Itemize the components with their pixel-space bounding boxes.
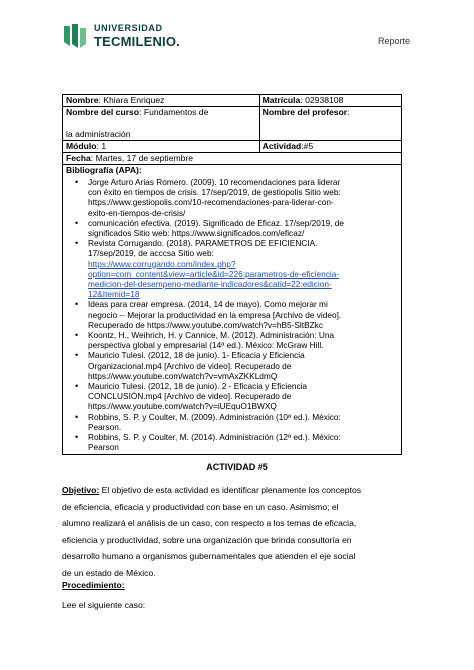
matricula-cell (259, 95, 401, 107)
course-cell (63, 107, 260, 141)
reference-line: significados Sitio web: https://www.significados.com/eficaz/ (88, 228, 305, 239)
table-row (63, 107, 402, 141)
reference-item (88, 218, 398, 238)
objective-text (62, 485, 361, 578)
reference-line: Organizacional.mp4 [Archivo de video]. Recuperado de (88, 360, 292, 371)
reference-link[interactable]: option=com_content&view=article&id=226:parametros-de-eficiencia- (88, 268, 340, 279)
objective-line: alumno realizará el análisis de un caso, con respecto a los temas de eficacia, (62, 518, 357, 528)
reference-line: https://www.youtube.com/watch?v=vmAxZKKLdmQ (88, 370, 278, 381)
reference-line: negocio -- Mejorar la productividad en la empresa [Archivo de video]. (88, 309, 342, 320)
reference-item (88, 299, 398, 330)
reference-line: Pearson. (88, 421, 122, 432)
module-label: Módulo (66, 141, 97, 151)
name-cell (63, 95, 260, 107)
professor-value: : (347, 107, 350, 117)
reference-line: perspectiva global y empresarial (14ª ed.). México: McGraw Hill. (88, 340, 324, 351)
module-cell (63, 141, 260, 153)
name-label: Nombre (66, 95, 99, 105)
objective-line: de eficiencia, eficacia y productividad con base en un caso. Asimismo; el (62, 501, 339, 512)
reference-link[interactable]: 12&Itemid=18 (88, 289, 140, 300)
date-value: : Martes, 17 de septiembre (90, 153, 194, 163)
bibliography-cell (63, 165, 402, 455)
logo-line-2: TECMILENIO. (94, 34, 180, 49)
reference-item (88, 238, 398, 299)
reference-line: https://www.gestiopolis.com/10-recomendaciones-para-liderar-con- (88, 197, 334, 208)
reference-line: Robbins, S. P. y Coulter, M. (2009). Administración (10ª ed.). México: (88, 411, 341, 422)
module-value: : 1 (96, 141, 107, 151)
course-label: Nombre del curso (66, 107, 140, 117)
table-row (63, 141, 402, 153)
reference-item (88, 432, 398, 452)
activity-heading: ACTIVIDAD #5 (206, 462, 268, 472)
tecmilenio-logo-icon (62, 22, 88, 50)
reference-list (66, 177, 398, 452)
reference-line: Revista Corrugando. (2018). PARAMETROS DE EFICIENCIA. (88, 238, 318, 249)
procedure-heading (62, 580, 125, 590)
reference-item (88, 381, 398, 412)
objective-paragraph (62, 482, 410, 581)
reference-line: CONCLUSIÓN.mp4 [Archivo de video]. Recuperado de (88, 391, 292, 402)
reference-line: con éxito en tiempos de crisis. 17/sep/2019, de gestiopolis Sitio web: (88, 187, 341, 198)
bibliography-label: Bibliografía (APA) (66, 165, 139, 175)
reference-line: Robbins, S. P. y Coulter, M. (2014). Administración (12ª ed.). México: (88, 432, 341, 443)
reference-line: Mauricio Tulesi. (2012, 18 de junio). 1- Eficacia y Eficiencia (88, 350, 305, 361)
reference-line: Recuperado de https://www.youtube.com/watch?v=hB5-SltBZkc (88, 319, 323, 330)
activity-value: :#5 (301, 141, 314, 151)
university-logo (62, 22, 212, 52)
reference-item (88, 330, 398, 350)
reference-line: https://www.youtube.com/watch?v=iUEquO1BWXQ (88, 401, 277, 412)
reference-line: Ideas para crear empresa. (2014, 14 de mayo). Como mejorar mi (88, 299, 328, 310)
bibliography-colon: : (138, 165, 142, 175)
professor-cell (259, 107, 401, 141)
activity-label: Actividad (262, 141, 302, 151)
logo-text (94, 24, 180, 48)
objective-line: desarrollo humano a organismos gubernamentales que atienden el eje social (62, 551, 356, 561)
report-label: Reporte (377, 36, 410, 46)
matricula-label: Matrícula (262, 95, 301, 105)
date-cell (63, 153, 402, 165)
reference-item (88, 350, 398, 381)
logo-line-1: UNIVERSIDAD (94, 23, 163, 33)
table-row (63, 153, 402, 165)
reference-line: Jorge Arturo Arias Romero. (2009). 10 recomendaciones para liderar (88, 177, 341, 187)
reference-item (88, 412, 398, 432)
objective-line: de un estado de México. (62, 567, 156, 578)
reference-line: Pearson (88, 442, 119, 453)
matricula-value: : 02938108 (300, 95, 344, 105)
reference-line: comunicación efectiva. (2019). Significado de Eficaz. 17/sep/2019, de (88, 217, 344, 228)
reference-link[interactable]: medicion-del-desempeno-mediante-indicadores&catid=22:edicion- (88, 279, 332, 290)
course-value-continued: la administración (66, 129, 131, 139)
bibliography-title (66, 165, 142, 175)
date-label: Fecha (66, 153, 91, 163)
read-case-text: Lee el siguiente caso: (62, 600, 146, 610)
table-row (63, 95, 402, 107)
professor-label: Nombre del profesor (262, 107, 348, 117)
reference-line: Koontz, H., Weihrich, H. y Cannice, M. (2012). Administración: Una (88, 330, 335, 341)
reference-line: exito-en-tiempos-de-crisis/ (88, 207, 186, 218)
objective-label: Objetivo: (62, 485, 100, 495)
reference-link[interactable]: https://www.corrugando.com/index.php? (88, 258, 236, 269)
activity-cell (259, 141, 401, 153)
reference-item (88, 177, 398, 218)
objective-line: El objetivo de esta actividad es identificar plenamente los conceptos (99, 485, 362, 495)
student-info-table (62, 94, 402, 455)
procedure-label: Procedimiento: (62, 580, 125, 590)
table-row (63, 165, 402, 455)
reference-line: Mauricio Tulesi. (2012, 18 de junio). 2 - Eficacia y Eficiencia (88, 381, 308, 392)
objective-line: eficiencia y productividad, sobre una organización que brinda consultoría en (62, 534, 352, 545)
reference-line: 17/sep/2019, de acccsa Sitio web: (88, 248, 214, 259)
course-value: : Fundamentos de (139, 107, 209, 117)
name-value: : Khiara Enriquez (98, 95, 165, 105)
